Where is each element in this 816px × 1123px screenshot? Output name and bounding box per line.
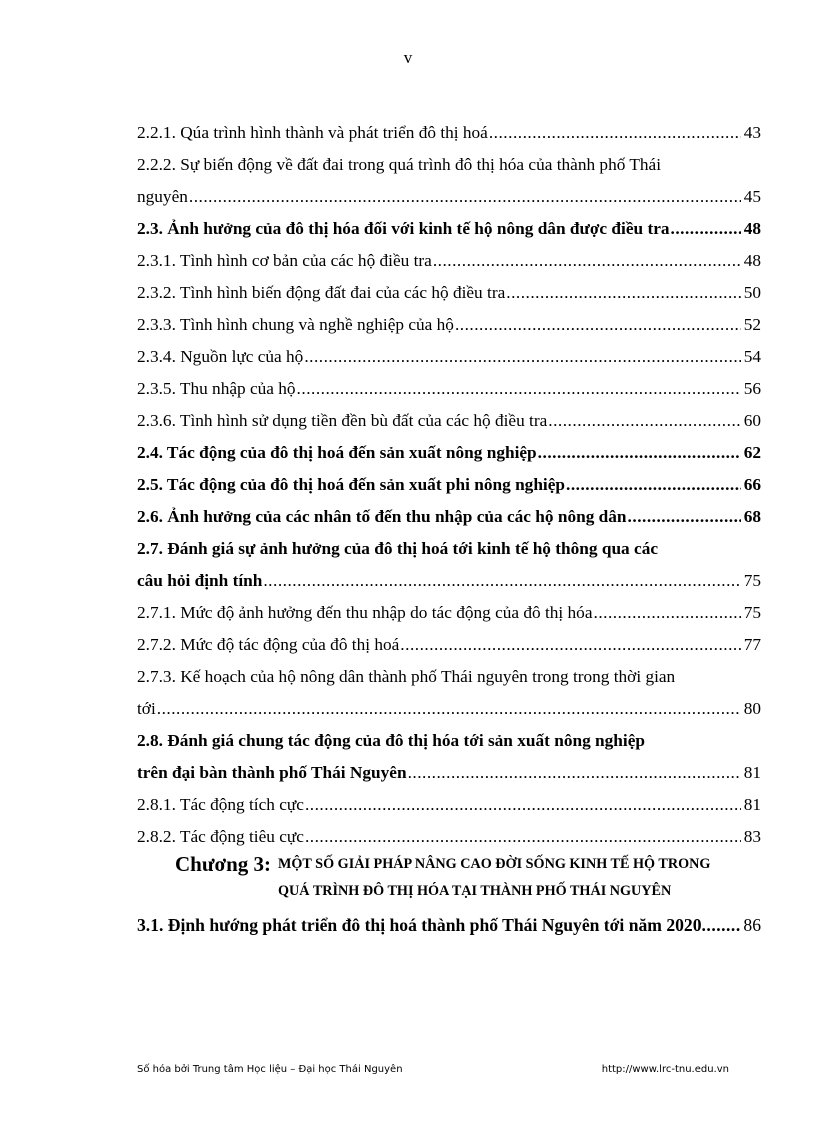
toc-leader-dots: [506, 283, 740, 303]
toc-page-number: 66: [743, 475, 761, 494]
toc-entry-text: 2.8.1. Tác động tích cực: [137, 795, 304, 814]
toc-entry-2-2-2[interactable]: [137, 175, 761, 207]
toc-entry-2-6[interactable]: [137, 495, 761, 527]
toc-leader-dots: [548, 411, 740, 431]
toc-entry-text: 2.2.2. Sự biến động về đất đai trong quá trình đô thị hóa của thành phố Thái: [137, 155, 662, 174]
toc-entry-text: 3.1. Định hướng phát triển đô thị hoá thành phố Thái Nguyên tới năm 2020: [137, 915, 702, 935]
toc-entry-text: 2.7.1. Mức độ ảnh hưởng đến thu nhập do tác động của đô thị hóa: [137, 603, 593, 622]
toc-entry-2-8-line1[interactable]: [137, 719, 761, 751]
toc-leader-dots: [628, 507, 741, 527]
toc-entry-text: 2.7.3. Kế hoạch của hộ nông dân thành phố Thái nguyên trong trong thời gian: [137, 667, 676, 686]
toc-page-number: 86: [743, 915, 761, 935]
chapter-heading[interactable]: [137, 847, 761, 905]
toc-entry-text: 2.3.4. Nguồn lực của hộ: [137, 347, 304, 366]
toc-entry-2-3-2[interactable]: [137, 271, 761, 303]
toc-leader-dots: [455, 315, 741, 335]
toc-entry-2-3-3[interactable]: [137, 303, 761, 335]
toc-entry-text: tới: [137, 699, 156, 718]
toc-entry-text: 2.3.3. Tình hình chung và nghề nghiệp của hộ: [137, 315, 454, 334]
toc-page-number: 60: [743, 411, 761, 430]
toc-entry-text: 2.3. Ảnh hưởng của đô thị hóa đối với kinh tế hộ nông dân được điều tra: [137, 219, 670, 238]
chapter-title: MỘT SỐ GIẢI PHÁP NÂNG CAO ĐỜI SỐNG KINH TẾ HỘ TRONG QUÁ TRÌNH ĐÔ THỊ HÓA TẠI THÀNH PHỐ THÁI NGUYÊN: [278, 856, 711, 899]
toc-page-number: 43: [743, 123, 761, 142]
toc-entry-text: nguyên: [137, 187, 188, 206]
toc-leader-dots: [489, 123, 741, 143]
toc-page-number: 83: [743, 827, 761, 846]
toc-entry-text: 2.6. Ảnh hưởng của các nhân tố đến thu nhập của các hộ nông dân: [137, 507, 627, 526]
toc-leader-dots: [671, 219, 741, 239]
toc-page-number: 81: [743, 795, 761, 814]
toc-leader-dots: [304, 347, 740, 367]
toc-leader-dots: [408, 763, 741, 783]
table-of-contents: [137, 111, 761, 935]
toc-page-number: 80: [743, 699, 761, 718]
footer-url[interactable]: http://www.lrc-tnu.edu.vn: [601, 1064, 729, 1075]
toc-entry-text: 2.4. Tác động của đô thị hoá đến sản xuất nông nghiệp: [137, 443, 537, 462]
page-footer: [137, 1064, 729, 1075]
toc-entry-text: 2.7. Đánh giá sự ảnh hưởng của đô thị hoá tới kinh tế hộ thông qua các: [137, 539, 659, 558]
toc-leader-dots: [594, 603, 741, 623]
toc-entry-2-2-2-line1[interactable]: [137, 143, 761, 175]
toc-page-number: 52: [743, 315, 761, 334]
toc-entry-text: 2.2.1. Qúa trình hình thành và phát triển đô thị hoá: [137, 123, 488, 142]
toc-entry-text: câu hỏi định tính: [137, 571, 263, 590]
toc-page-number: 48: [743, 251, 761, 270]
toc-page-number: 81: [743, 763, 761, 782]
toc-leader-dots: [433, 251, 741, 271]
toc-page-number: 45: [743, 187, 761, 206]
page-number: v: [403, 48, 413, 67]
toc-entry-text: trên đại bàn thành phố Thái Nguyên: [137, 763, 407, 782]
toc-entry-3-1[interactable]: [137, 905, 761, 935]
toc-entry-2-3-5[interactable]: [137, 367, 761, 399]
toc-page-number: 62: [743, 443, 761, 462]
toc-page-number: 56: [743, 379, 761, 398]
toc-entry-2-7-line1[interactable]: [137, 527, 761, 559]
toc-page-number: 77: [743, 635, 761, 654]
toc-entry-2-4[interactable]: [137, 431, 761, 463]
toc-entry-text: 2.3.1. Tình hình cơ bản của các hộ điều tra: [137, 251, 432, 270]
toc-entry-2-8-2[interactable]: [137, 815, 761, 847]
toc-leader-dots: [566, 475, 741, 495]
toc-leader-dots: [263, 571, 740, 591]
toc-leader-dots: [305, 795, 741, 815]
toc-leader-dots: [305, 827, 741, 847]
toc-entry-2-8-1[interactable]: [137, 783, 761, 815]
toc-page-number: 75: [743, 571, 761, 590]
toc-entry-text: 2.7.2. Mức độ tác động của đô thị hoá: [137, 635, 400, 654]
footer-source: Số hóa bởi Trung tâm Học liệu – Đại học Thái Nguyên: [137, 1064, 403, 1075]
toc-entry-2-7-2[interactable]: [137, 623, 761, 655]
toc-page-number: 50: [743, 283, 761, 302]
toc-page-number: 75: [743, 603, 761, 622]
toc-leader-dots: [297, 379, 741, 399]
toc-entry-2-3-6[interactable]: [137, 399, 761, 431]
toc-leader-dots: [189, 187, 741, 207]
toc-entry-2-7[interactable]: [137, 559, 761, 591]
toc-entry-text: 2.3.2. Tình hình biến động đất đai của các hộ điều tra: [137, 283, 506, 302]
toc-leader-dots: [157, 699, 741, 719]
toc-entry-2-7-3-line1[interactable]: [137, 655, 761, 687]
toc-entry-2-5[interactable]: [137, 463, 761, 495]
toc-entry-text: 2.5. Tác động của đô thị hoá đến sản xuất phi nông nghiệp: [137, 475, 566, 494]
toc-entry-2-3-1[interactable]: [137, 239, 761, 271]
toc-entry-2-7-1[interactable]: [137, 591, 761, 623]
toc-entry-text: 2.3.5. Thu nhập của hộ: [137, 379, 296, 398]
toc-entry-2-2-1[interactable]: [137, 111, 761, 143]
toc-page-number: 54: [743, 347, 761, 366]
toc-leader-dots: [400, 635, 740, 655]
toc-page-number: 48: [743, 219, 761, 238]
toc-page-number: 68: [743, 507, 761, 526]
toc-entry-2-3[interactable]: [137, 207, 761, 239]
toc-leader-dots: [702, 915, 742, 935]
toc-leader-dots: [538, 443, 741, 463]
toc-entry-2-7-3[interactable]: [137, 687, 761, 719]
toc-entry-text: 2.3.6. Tình hình sử dụng tiền đền bù đất của các hộ điều tra: [137, 411, 548, 430]
toc-entry-text: 2.8. Đánh giá chung tác động của đô thị hóa tới sản xuất nông nghiệp: [137, 731, 645, 750]
toc-entry-2-8[interactable]: [137, 751, 761, 783]
toc-entry-text: 2.8.2. Tác động tiêu cực: [137, 827, 304, 846]
toc-entry-2-3-4[interactable]: [137, 335, 761, 367]
chapter-label: Chương 3:: [175, 852, 271, 876]
